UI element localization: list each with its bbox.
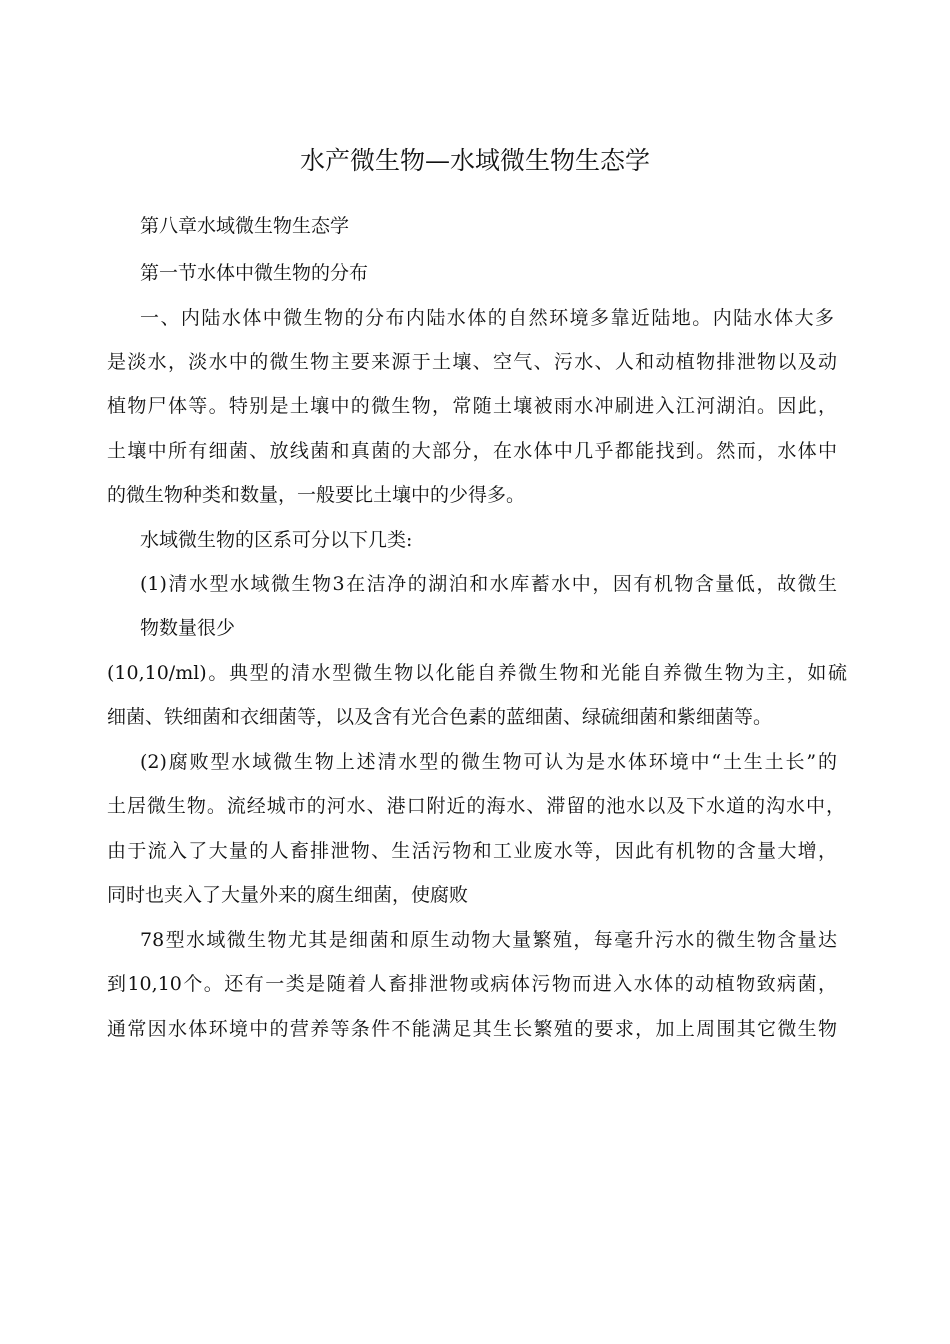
paragraph-line: 植物尸体等。特别是土壤中的微生物，常随土壤被雨水冲刷进入江河湖泊。因此，: [107, 395, 837, 417]
paragraph-line: (2)腐败型水域微生物上述清水型的微生物可认为是水体环境中“土生土长”的: [140, 751, 837, 773]
paragraph-line: 通常因水体环境中的营养等条件不能满足其生长繁殖的要求，加上周围其它微生物: [107, 1018, 837, 1040]
chapter-heading: 第八章水域微生物生态学: [140, 215, 350, 237]
paragraph-line: 的微生物种类和数量，一般要比土壤中的少得多。: [107, 484, 526, 506]
paragraph-line: 水域微生物的区系可分以下几类:: [140, 529, 413, 551]
paragraph-line: 由于流入了大量的人畜排泄物、生活污物和工业废水等，因此有机物的含量大增，: [107, 840, 837, 862]
paragraph-line: 土壤中所有细菌、放线菌和真菌的大部分，在水体中几乎都能找到。然而，水体中: [107, 440, 837, 462]
section-heading: 第一节水体中微生物的分布: [140, 262, 369, 284]
paragraph-line: 到10,10个。还有一类是随着人畜排泄物或病体污物而进入水体的动植物致病菌，: [107, 973, 837, 995]
document-title: 水产微生物—水域微生物生态学: [299, 146, 650, 175]
paragraph-line: 78型水域微生物尤其是细菌和原生动物大量繁殖，每毫升污水的微生物含量达: [140, 929, 837, 951]
paragraph-line: (10,10/ml)。典型的清水型微生物以化能自养微生物和光能自养微生物为主，如硫: [107, 662, 847, 684]
paragraph-line: 土居微生物。流经城市的河水、港口附近的海水、滞留的池水以及下水道的沟水中，: [107, 795, 845, 817]
paragraph-line: 细菌、铁细菌和衣细菌等，以及含有光合色素的蓝细菌、绿硫细菌和紫细菌等。: [107, 706, 773, 728]
paragraph-line: 是淡水，淡水中的微生物主要来源于土壤、空气、污水、人和动植物排泄物以及动: [107, 351, 837, 373]
paragraph-line: (1)清水型水域微生物3在洁净的湖泊和水库蓄水中，因有机物含量低，故微生: [140, 573, 837, 595]
paragraph-line: 一、内陆水体中微生物的分布内陆水体的自然环境多靠近陆地。内陆水体大多: [140, 307, 834, 329]
paragraph-line: 物数量很少: [140, 617, 236, 639]
paragraph-line: 同时也夹入了大量外来的腐生细菌，使腐败: [107, 884, 469, 906]
